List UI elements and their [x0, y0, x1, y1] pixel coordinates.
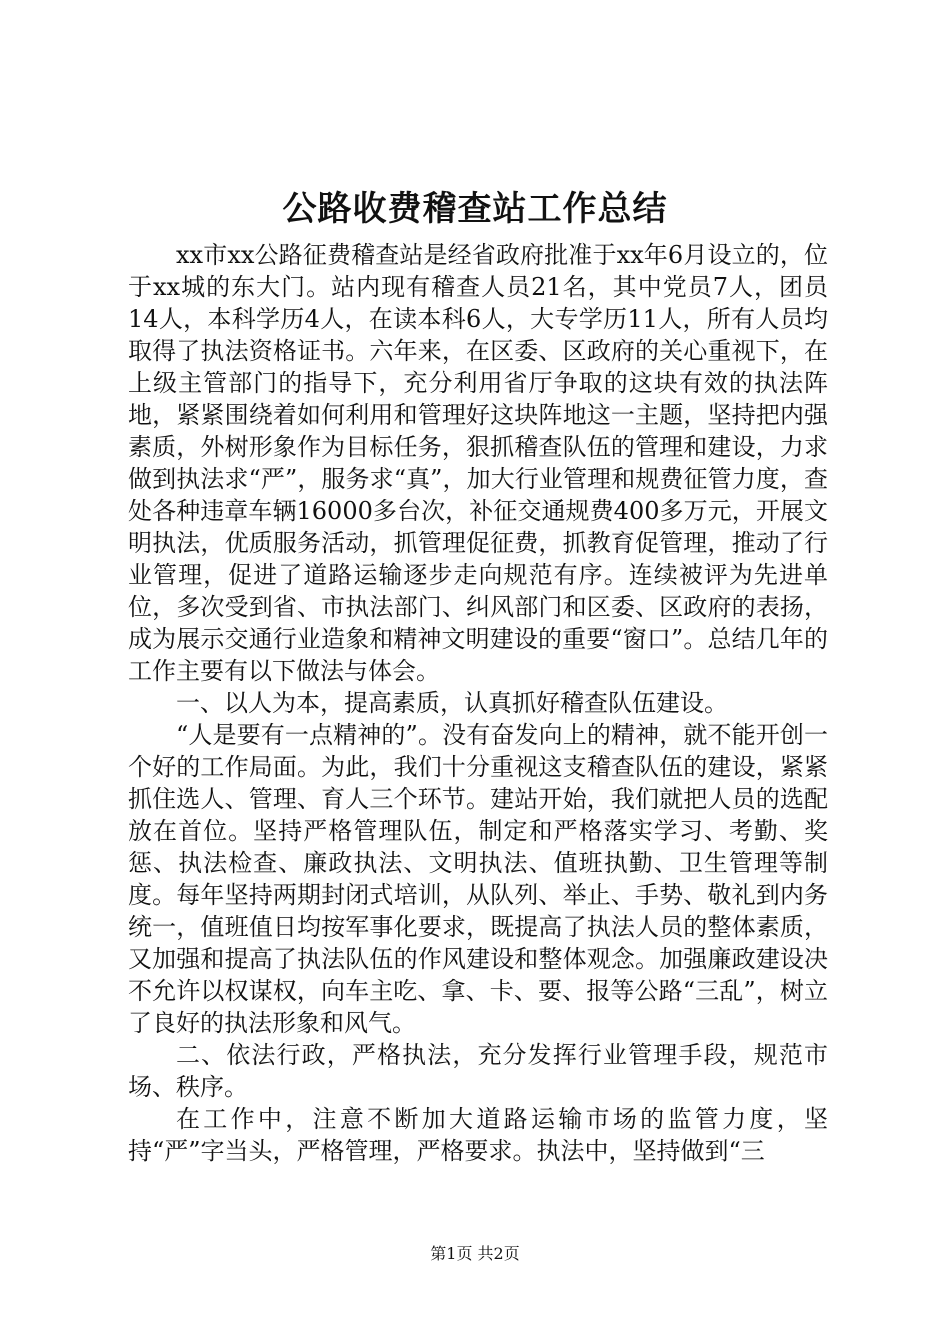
document-body	[128, 239, 828, 1167]
paragraph-section-2: 在工作中，注意不断加大道路运输市场的监管力度，坚持“严”字当头，严格管理，严格要求。执法中，坚持做到“三	[128, 1105, 828, 1165]
section-heading-2: 二、依法行政，严格执法，充分发挥行业管理手段，规范市场、秩序。	[128, 1041, 828, 1101]
paragraph-intro: xx市xx公路征费稽查站是经省政府批准于xx年6月设立的，位于xx城的东大门。站内现有稽查人员21名，其中党员7人，团员14人，本科学历4人，在读本科6人，大专学历11人，所有人员均取得了执法资格证书。六年来，在区委、区政府的关心重视下，在上级主管部门的指导下，充分利用省厅争取的这块有效的执法阵地，紧紧围绕着如何利用和管理好这块阵地这一主题，坚持把内强素质，外树形象作为目标任务，狠抓稽查队伍的管理和建设，力求做到执法求“严”，服务求“真”，加大行业管理和规费征管力度，查处各种违章车辆16000多台次，补征交通规费400多万元，开展文明执法，优质服务活动，抓管理促征费，抓教育促管理，推动了行业管理，促进了道路运输逐步走向规范有序。连续被评为先进单位，多次受到省、市执法部门、纠风部门和区委、区政府的表扬，成为展示交通行业造象和精神文明建设的重要“窗口”。总结几年的工作主要有以下做法与体会。	[128, 241, 828, 685]
paragraph-section-1: “人是要有一点精神的”。没有奋发向上的精神，就不能开创一个好的工作局面。为此，我们十分重视这支稽查队伍的建设，紧紧抓住选人、管理、育人三个环节。建站开始，我们就把人员的选配放在首位。坚持严格管理队伍，制定和严格落实学习、考勤、奖惩、执法检查、廉政执法、文明执法、值班执勤、卫生管理等制度。每年坚持两期封闭式培训，从队列、举止、手势、敬礼到内务统一，值班值日均按军事化要求，既提高了执法人员的整体素质，又加强和提高了执法队伍的作风建设和整体观念。加强廉政建设决不允许以权谋权，向车主吃、拿、卡、要、报等公路“三乱”，树立了良好的执法形象和风气。	[128, 721, 828, 1037]
section-heading-1: 一、以人为本，提高素质，认真抓好稽查队伍建设。	[176, 689, 728, 717]
document-title: 公路收费稽查站工作总结	[282, 189, 668, 229]
page-footer: 第1页 共2页	[430, 1244, 520, 1263]
